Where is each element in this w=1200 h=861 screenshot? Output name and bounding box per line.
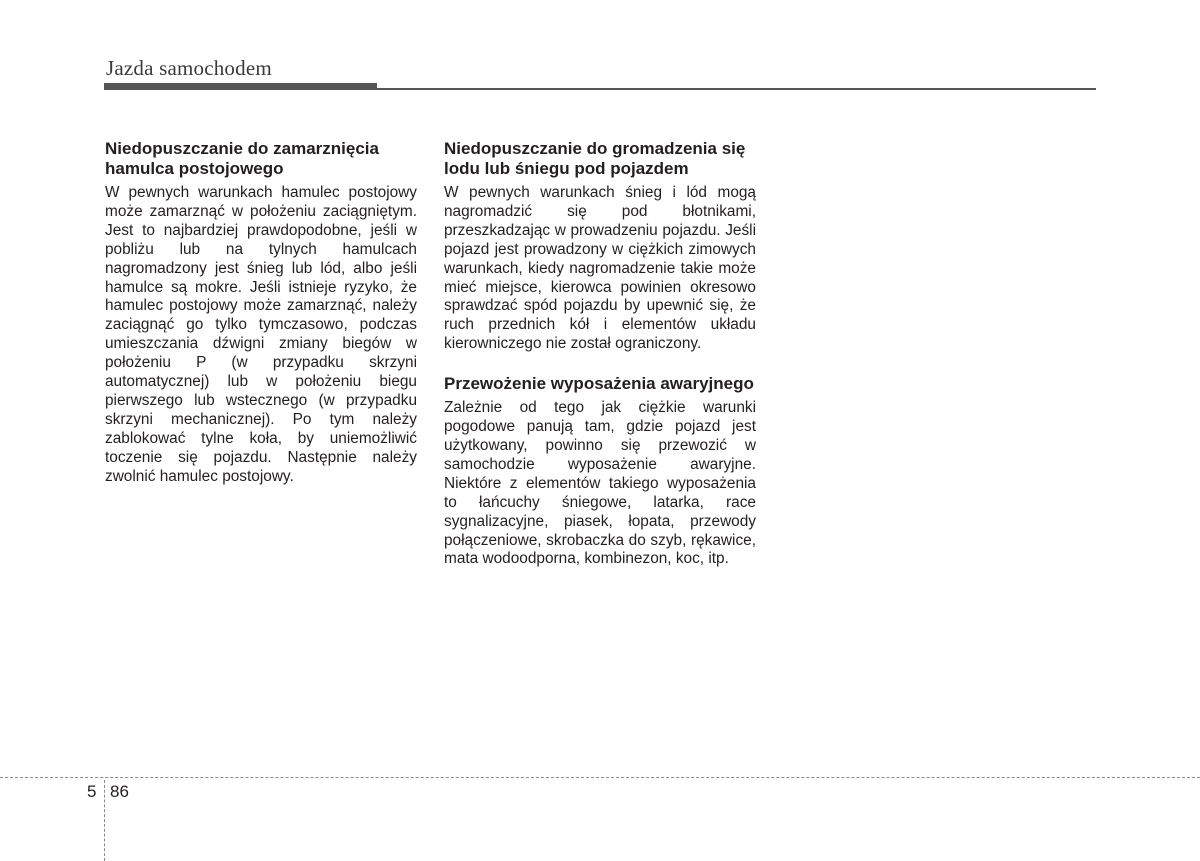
footer-vertical-divider <box>104 780 105 861</box>
footer-divider <box>0 777 1200 778</box>
right-column <box>444 139 756 569</box>
section-body-emergency-equipment: Zależnie od tego jak ciężkie warunki pogodowe panują tam, gdzie pojazd jest użytkowany, powinno się przewozić w samochodzie wyposażenie awaryjne. Niektóre z elementów takiego wyposażenia to łańcuchy śniegowe, latarka, race sygnalizacyjne, piasek, łopata, przewody połączeniowe, skrobaczka do szyb, rękawice, mata wodoodporna, kombinezon, koc, itp. <box>444 399 756 568</box>
section-heading-ice-snow: Niedopuszczanie do gromadzenia się lodu lub śniegu pod pojazdem <box>444 139 746 178</box>
page-number: 86 <box>110 782 129 801</box>
chapter-number: 5 <box>87 782 97 801</box>
page-header-title: Jazda samochodem <box>106 56 272 80</box>
header-rule <box>104 88 1096 90</box>
left-column <box>105 139 417 487</box>
section-body-parking-brake: W pewnych warunkach hamulec postojowy może zamarznąć w położeniu zaciągniętym. Jest to najbardziej prawdopodobne, jeśli w pobliżu lub na tylnych hamulcach nagromadzony jest śnieg lub lód, albo jeśli hamulce są mokre. Jeśli istnieje ryzyko, że hamulec postojowy może zamarznąć, należy zaciągnąć go tylko tymczasowo, podczas umieszczania dźwigni zmiany biegów w położeniu P (w przypadku skrzyni automatycznej) lub w położeniu biegu pierwszego lub wstecznego (w przypadku skrzyni mechanicznej). Po tym należy zablokować tylne koła, by uniemożliwić toczenie się pojazdu. Następnie należy zwolnić hamulec postojowy. <box>105 184 417 485</box>
section-heading-emergency-equipment: Przewożenie wyposażenia awaryjnego <box>444 374 754 394</box>
section-spacer <box>444 354 756 374</box>
section-body-ice-snow: W pewnych warunkach śnieg i lód mogą nagromadzić się pod błotnikami, przeszkadzając w prowadzeniu pojazdu. Jeśli pojazd jest prowadzony w ciężkich zimowych warunkach, kiedy nagromadzenie takie może mieć miejsce, kierowca powinien okresowo sprawdzać spód pojazdu by upewnić się, że ruch przednich kół i elementów układu kierowniczego nie został ograniczony. <box>444 184 756 353</box>
section-heading-parking-brake: Niedopuszczanie do zamarznięcia hamulca postojowego <box>105 139 379 178</box>
